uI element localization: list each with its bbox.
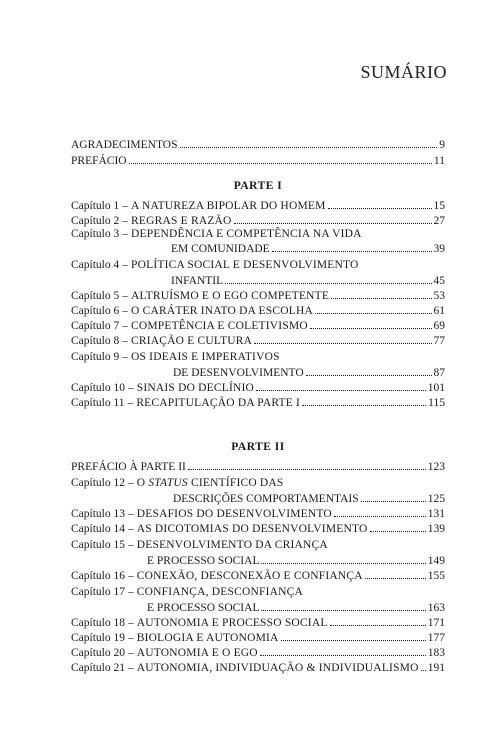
chapter-number: Capítulo 20 [71, 647, 125, 659]
dot-leader [261, 562, 425, 564]
chapter-title: DESAFIOS DO DESENVOLVIMENTO [136, 508, 332, 520]
chapter-title: REGRAS E RAZÃO [131, 215, 232, 227]
toc-entry: Capítulo 13 – DESAFIOS DO DESENVOLVIMENTO 131 [71, 508, 445, 520]
toc-page-number: 125 [427, 493, 445, 505]
toc-entry: Capítulo 20 – AUTONOMIA E O EGO 183 [71, 647, 445, 659]
toc-entry: Capítulo 10 – SINAIS DO DECLÍNIO 101 [71, 382, 445, 394]
chapter-title-line2: DESCRIÇÕES COMPORTAMENTAIS [173, 493, 359, 505]
chapter-number: Capítulo 1 [71, 200, 120, 212]
toc-entry [71, 135, 445, 151]
dot-leader [188, 468, 426, 470]
toc-entry [71, 151, 445, 167]
toc-entry-continuation [71, 551, 445, 567]
toc-page-number: 123 [427, 461, 445, 473]
dot-leader [180, 146, 438, 148]
toc-entry-continuation [71, 271, 445, 287]
chapter-number: Capítulo 9 [71, 351, 120, 363]
chapter-number: Capítulo 8 [71, 335, 120, 347]
chapter-title: OS IDEAIS E IMPERATIVOS [131, 351, 280, 363]
toc-page-number: 61 [433, 305, 445, 317]
dot-leader [256, 389, 426, 391]
toc-page-number: 155 [427, 570, 445, 582]
chapter-number: Capítulo 12 [71, 477, 125, 489]
toc-page-number: 177 [427, 632, 445, 644]
dot-leader [254, 342, 431, 344]
dot-leader [315, 312, 432, 314]
chapter-title: COMPETÊNCIA E COLETIVISMO [131, 320, 308, 332]
part-heading: PARTE I [233, 180, 283, 192]
chapter-title-italic: STATUS [148, 477, 188, 489]
dot-leader [331, 297, 431, 299]
toc-entry-title: PREFÁCIO [71, 155, 127, 167]
page-title: SUMÁRIO [360, 62, 447, 82]
toc-front [71, 135, 445, 167]
chapter-number: Capítulo 3 [71, 228, 120, 240]
toc-page-number: 101 [427, 382, 445, 394]
chapter-title-line2: E PROCESSO SOCIAL [147, 602, 260, 614]
chapter-number: Capítulo 18 [71, 617, 125, 629]
toc-entry: Capítulo 17 – CONFIANÇA, DESCONFIANÇA [71, 586, 304, 598]
chapter-number: Capítulo 19 [71, 632, 125, 644]
chapter-title: RECAPITULAÇÃO DA PARTE I [136, 397, 301, 409]
chapter-title: CONEXÃO, DESCONEXÃO E CONFIANÇA [136, 570, 363, 582]
toc-entry: Capítulo 19 – BIOLOGIA E AUTONOMIA 177 [71, 632, 445, 644]
toc-entry: Capítulo 11 – RECAPITULAÇÃO DA PARTE I 115 [71, 397, 445, 409]
chapter-title-prefix: O [136, 477, 149, 489]
toc-entry-continuation [71, 240, 445, 255]
chapter-number: Capítulo 7 [71, 320, 120, 332]
toc-entry: Capítulo 7 – COMPETÊNCIA E COLETIVISMO 69 [71, 320, 445, 332]
toc-page-number: 115 [428, 397, 445, 409]
toc-page-number: 191 [427, 662, 445, 674]
toc-entry-continuation [71, 489, 445, 505]
toc-page-number: 45 [433, 275, 445, 287]
toc-entry-title: AGRADECIMENTOS [71, 139, 178, 151]
dot-leader [234, 222, 432, 224]
dot-leader [261, 609, 425, 611]
dot-leader [365, 577, 426, 579]
toc-page-number: 149 [427, 555, 445, 567]
dot-leader [328, 207, 432, 209]
toc-entry: Capítulo 5 – ALTRUÍSMO E O EGO COMPETENTE 53 [71, 290, 445, 302]
dot-leader [310, 327, 432, 329]
part-heading: PARTE II [231, 441, 285, 453]
dot-leader [281, 639, 426, 641]
chapter-title-line2: E PROCESSO SOCIAL [147, 555, 260, 567]
dot-leader [306, 374, 432, 376]
toc-entry: Capítulo 9 – OS IDEAIS E IMPERATIVOS [71, 351, 280, 363]
toc-part-1 [71, 180, 445, 409]
chapter-title: AS DICOTOMIAS DO DESENVOLVIMENTO [136, 523, 368, 535]
chapter-number: Capítulo 14 [71, 523, 125, 535]
chapter-title: O CARÁTER INATO DA ESCOLHA [131, 305, 313, 317]
toc-page-number: 27 [433, 215, 445, 227]
toc-page-number: 15 [433, 200, 445, 212]
toc-entry: Capítulo 12 – O STATUS CIENTÍFICO DAS [71, 477, 284, 489]
toc-page-number: 69 [433, 320, 445, 332]
toc-entry-title: PREFÁCIO À PARTE II [71, 461, 186, 473]
toc-entry: Capítulo 6 – O CARÁTER INATO DA ESCOLHA 61 [71, 305, 445, 317]
chapter-number: Capítulo 4 [71, 259, 120, 271]
toc-entry: Capítulo 3 – DEPENDÊNCIA E COMPETÊNCIA NA VIDA [71, 228, 362, 240]
dot-leader [421, 669, 426, 671]
toc-page-number: 139 [427, 523, 445, 535]
chapter-number: Capítulo 16 [71, 570, 125, 582]
chapter-number: Capítulo 6 [71, 305, 120, 317]
chapter-number: Capítulo 21 [71, 662, 125, 674]
chapter-number: Capítulo 15 [71, 539, 125, 551]
dot-leader [334, 515, 426, 517]
dot-leader [361, 500, 426, 502]
chapter-title: CRIAÇÃO E CULTURA [131, 335, 253, 347]
dot-leader [370, 530, 426, 532]
toc-entry-continuation [71, 363, 445, 379]
toc-page-number: 9 [439, 139, 445, 151]
toc-entry [71, 458, 445, 473]
toc-entry-continuation [71, 598, 445, 614]
toc-entry: Capítulo 16 – CONEXÃO, DESCONEXÃO E CONFIANÇA 155 [71, 570, 445, 582]
dot-leader [302, 404, 426, 406]
toc-entry: Capítulo 14 – AS DICOTOMIAS DO DESENVOLVIMENTO 139 [71, 523, 445, 535]
toc-page-number: 77 [433, 335, 445, 347]
chapter-title: SINAIS DO DECLÍNIO [136, 382, 255, 394]
dot-leader [330, 624, 426, 626]
chapter-title-line2: DE DESENVOLVIMENTO [173, 367, 304, 379]
toc-page-number: 87 [433, 367, 445, 379]
chapter-title: DEPENDÊNCIA E COMPETÊNCIA NA VIDA [131, 228, 362, 240]
toc-entry: Capítulo 2 – REGRAS E RAZÃO 27 [71, 215, 445, 227]
toc-entry: Capítulo 1 – A NATUREZA BIPOLAR DO HOMEM 15 [71, 200, 445, 212]
toc-page-number: 39 [433, 243, 445, 255]
toc-page-number: 171 [427, 617, 445, 629]
chapter-title: CONFIANÇA, DESCONFIANÇA [136, 586, 304, 598]
toc-part-2 [71, 441, 445, 674]
chapter-number: Capítulo 5 [71, 290, 120, 302]
chapter-number: Capítulo 2 [71, 215, 120, 227]
chapter-number: Capítulo 10 [71, 382, 125, 394]
chapter-title: BIOLOGIA E AUTONOMIA [136, 632, 279, 644]
dot-leader [129, 162, 432, 164]
toc-page-number: 53 [433, 290, 445, 302]
toc-entry: Capítulo 8 – CRIAÇÃO E CULTURA 77 [71, 335, 445, 347]
toc-page-number: 163 [427, 602, 445, 614]
chapter-title: POLÍTICA SOCIAL E DESENVOLVIMENTO [131, 259, 359, 271]
chapter-title: AUTONOMIA, INDIVIDUAÇÃO & INDIVIDUALISMO [136, 662, 419, 674]
dot-leader [225, 282, 431, 284]
toc-entry: Capítulo 4 – POLÍTICA SOCIAL E DESENVOLVIMENTO [71, 259, 359, 271]
toc-entry: Capítulo 21 – AUTONOMIA, INDIVIDUAÇÃO & INDIVIDUALISMO 191 [71, 662, 445, 674]
dot-leader [272, 250, 432, 252]
toc-page-number: 183 [427, 647, 445, 659]
toc-page-number: 131 [427, 508, 445, 520]
chapter-title: CIENTÍFICO DAS [187, 477, 284, 489]
chapter-title: A NATUREZA BIPOLAR DO HOMEM [131, 200, 326, 212]
chapter-title: AUTONOMIA E O EGO [136, 647, 258, 659]
chapter-number: Capítulo 17 [71, 586, 125, 598]
chapter-title: ALTRUÍSMO E O EGO COMPETENTE [131, 290, 330, 302]
toc-entry: Capítulo 18 – AUTONOMIA E PROCESSO SOCIAL 171 [71, 617, 445, 629]
chapter-title-line2: INFANTIL [171, 275, 224, 287]
chapter-title-line2: EM COMUNIDADE [171, 243, 270, 255]
chapter-title: DESENVOLVIMENTO DA CRIANÇA [136, 539, 328, 551]
chapter-number: Capítulo 11 [71, 397, 125, 409]
toc-entry: Capítulo 15 – DESENVOLVIMENTO DA CRIANÇA [71, 539, 328, 551]
dot-leader [260, 654, 426, 656]
chapter-number: Capítulo 13 [71, 508, 125, 520]
toc-page-number: 11 [433, 155, 445, 167]
chapter-title: AUTONOMIA E PROCESSO SOCIAL [136, 617, 328, 629]
